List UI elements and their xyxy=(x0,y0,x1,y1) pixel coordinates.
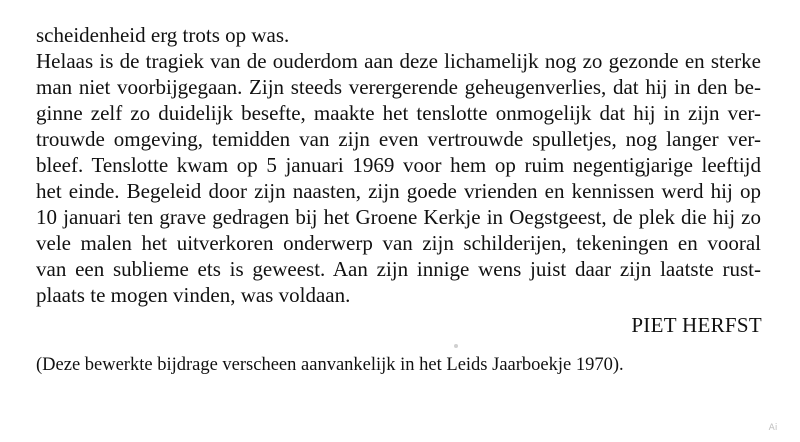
text-line-7: het einde. Begeleid door zijn naasten, zijn goede vrienden en kennissen werd hij op xyxy=(36,179,761,203)
text-line-1: scheidenheid erg trots op was. xyxy=(36,23,290,47)
scan-speck xyxy=(454,344,458,348)
text-line-5: trouwde omgeving, temidden van zijn even vertrouwde spulletjes, nog langer ver- xyxy=(36,127,761,151)
text-line-9: vele malen het uitverkoren onderwerp van zijn schilderijen, tekeningen en vooral xyxy=(36,231,761,255)
text-line-6: bleef. Tenslotte kwam op 5 januari 1969 voor hem op ruim negentigjarige leeftijd xyxy=(36,153,761,177)
text-line-10: van een sublieme ets is geweest. Aan zijn innige wens juist daar zijn laatste rust- xyxy=(36,257,761,281)
text-line-3: man niet voorbijgegaan. Zijn steeds verergerende geheugenverlies, dat hij in den be- xyxy=(36,75,761,99)
text-line-2: Helaas is de tragiek van de ouderdom aan deze lichamelijk nog zo gezonde en sterke xyxy=(36,49,761,73)
publication-note: (Deze bewerkte bijdrage verscheen aanvankelijk in het Leids Jaarboekje 1970). xyxy=(36,355,624,375)
text-line-4: ginne zelf zo duidelijk besefte, maakte het tenslotte onmogelijk dat hij in zijn ver- xyxy=(36,101,761,125)
corner-mark-icon: Ai xyxy=(768,423,778,433)
text-line-8: 10 januari ten grave gedragen bij het Groene Kerkje in Oegstgeest, de plek die hij zo xyxy=(36,205,761,229)
text-line-11: plaats te mogen vinden, was voldaan. xyxy=(36,283,351,307)
author-signature: PIET HERFST xyxy=(631,313,762,337)
